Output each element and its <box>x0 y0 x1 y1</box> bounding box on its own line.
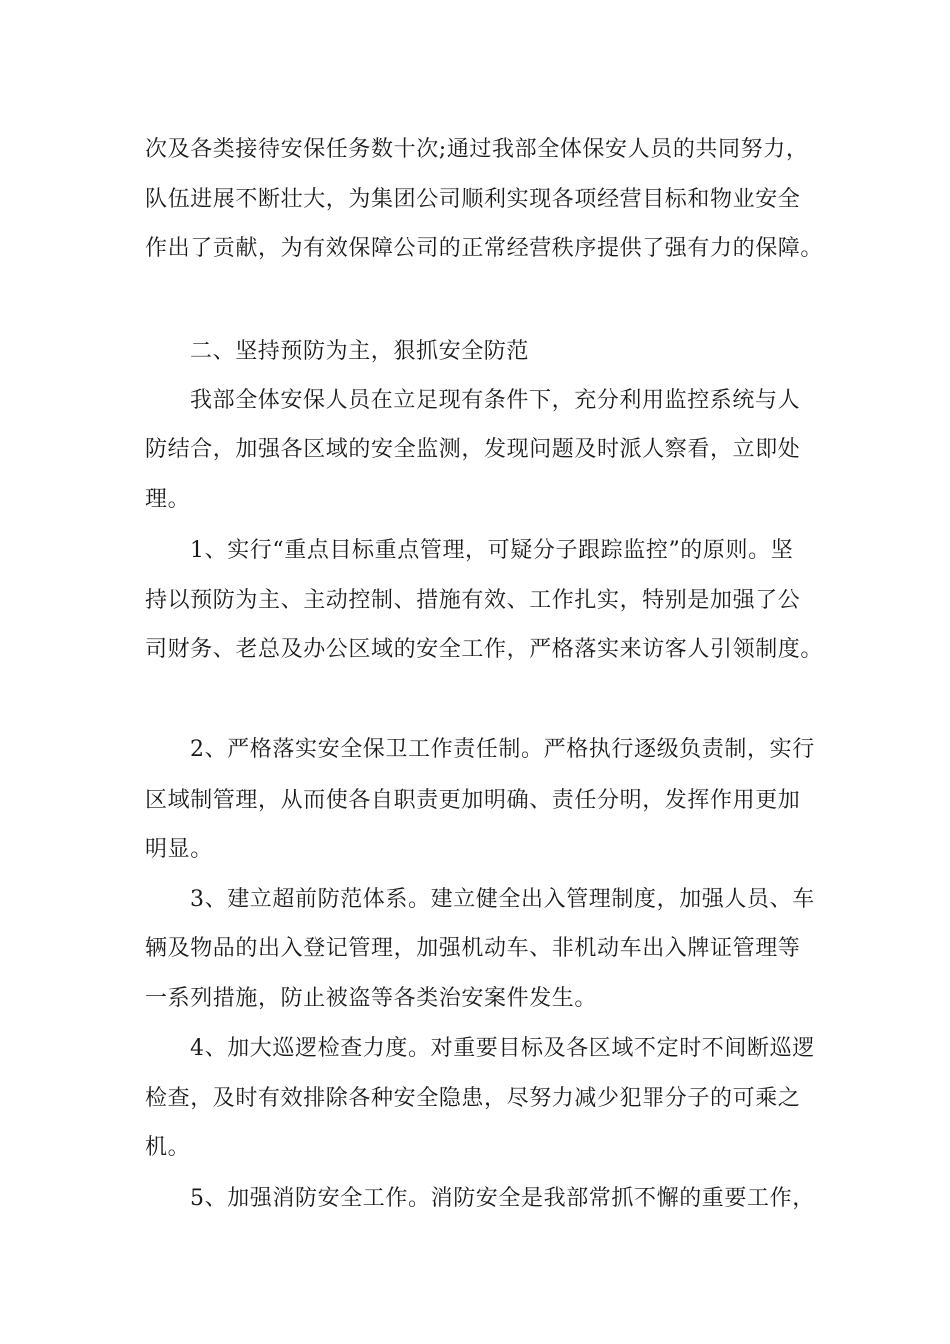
text-line: 4、加大巡逻检查力度。对重要目标及各区域不定时不间断巡逻 <box>190 1036 815 1061</box>
text-line: 3、建立超前防范体系。建立健全出入管理制度，加强人员、车 <box>190 887 815 912</box>
text-line: 司财务、老总及办公区域的安全工作，严格落实来访客人引领制度。 <box>145 637 824 662</box>
text-line: 我部全体安保人员在立足现有条件下，充分利用监控系统与人 <box>190 388 801 413</box>
text-line: 1、实行“重点目标重点管理，可疑分子跟踪监控”的原则。坚 <box>190 538 794 563</box>
text-line: 作出了贡献，为有效保障公司的正常经营秩序提供了强有力的保障。 <box>145 236 824 261</box>
text-line: 明显。 <box>145 837 213 862</box>
text-line: 区域制管理，从而使各自职责更加明确、责任分明，发挥作用更加 <box>145 788 801 813</box>
text-line: 2、严格落实安全保卫工作责任制。严格执行逐级负责制，实行 <box>190 737 815 762</box>
text-line: 机。 <box>145 1135 191 1160</box>
text-line: 防结合，加强各区域的安全监测，发现问题及时派人察看，立即处 <box>145 437 801 462</box>
text-line: 一系列措施，防止被盗等各类治安案件发生。 <box>145 986 598 1011</box>
text-line: 持以预防为主、主动控制、措施有效、工作扎实，特别是加强了公 <box>145 588 801 613</box>
text-line: 5、加强消防安全工作。消防安全是我部常抓不懈的重要工作， <box>190 1186 815 1211</box>
section-heading: 二、坚持预防为主，狠抓安全防范 <box>190 339 530 364</box>
text-line: 次及各类接待安保任务数十次;通过我部全体保安人员的共同努力， <box>145 137 809 162</box>
text-line: 检查，及时有效排除各种安全隐患，尽努力减少犯罪分子的可乘之 <box>145 1086 801 1111</box>
text-line: 理。 <box>145 487 191 512</box>
text-line: 队伍进展不断壮大，为集团公司顺利实现各项经营目标和物业安全 <box>145 187 801 212</box>
text-line: 辆及物品的出入登记管理，加强机动车、非机动车出入牌证管理等 <box>145 936 801 961</box>
